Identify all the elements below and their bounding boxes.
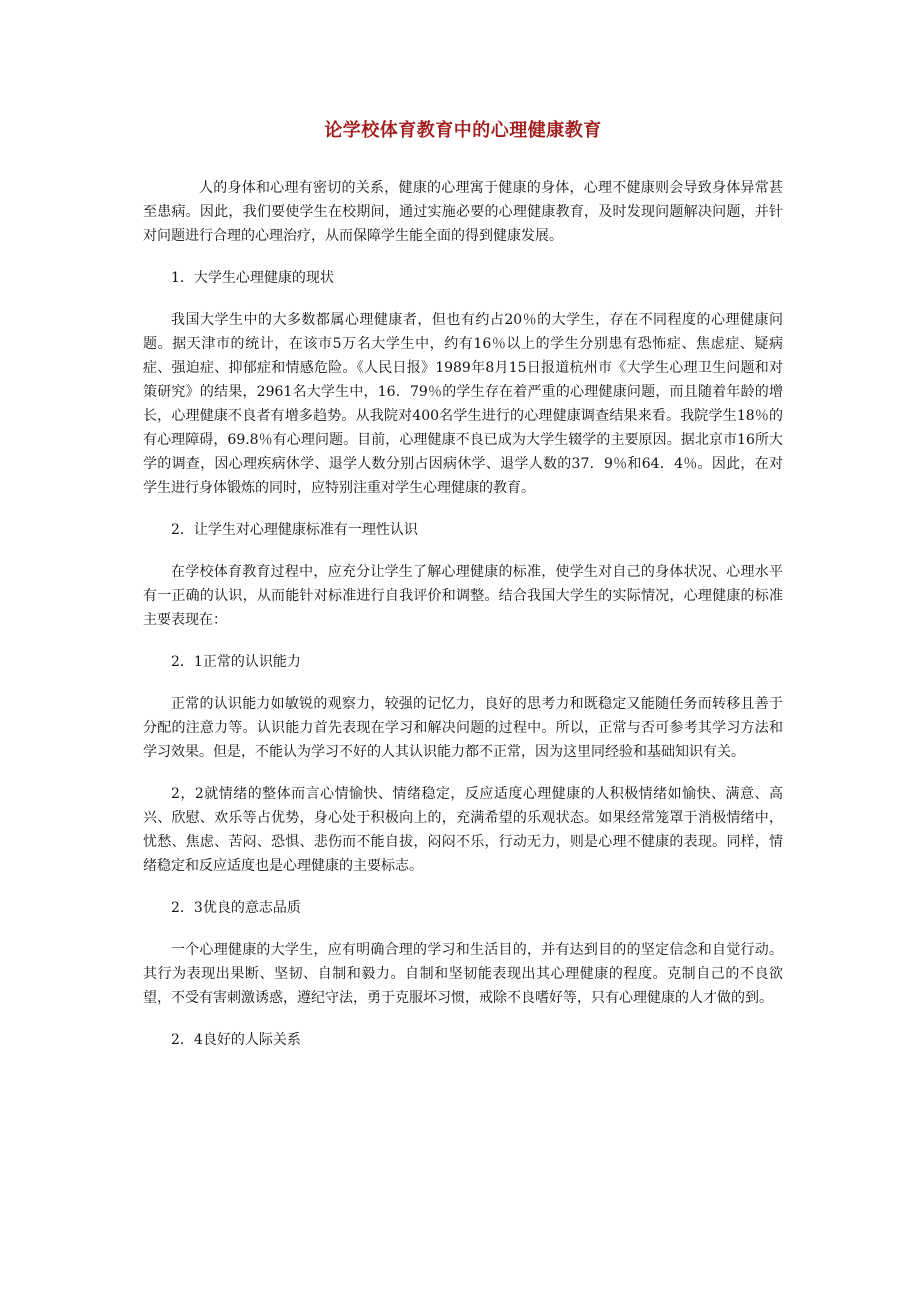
section-2-3-paragraph: 一个心理健康的大学生，应有明确合理的学习和生活目的，并有达到目的的坚定信念和自觉行动。其行为表现出果断、坚韧、自制和毅力。自制和坚韧能表现出其心理健康的程度。克制自己的不良欲望，不受有害刺激诱惑，遵纪守法，勇于克服坏习惯，戒除不良嗜好等，只有心理健康的人才做的到。 — [143, 942, 783, 1006]
section-2-4-heading: 2．4良好的人际关系 — [171, 1032, 301, 1048]
document-title: 论学校体育教育中的心理健康教育 — [324, 120, 602, 141]
section-2-paragraph: 在学校体育教育过程中，应充分让学生了解心理健康的标准，使学生对自己的身体状况、心理水平有一正确的认识，从而能针对标准进行自我评价和调整。结合我国大学生的实际情况，心理健康的标准主要表现在： — [143, 564, 783, 628]
section-2-heading: 2．让学生对心理健康标准有一理性认识 — [171, 522, 418, 538]
section-2-1-paragraph: 正常的认识能力如敏锐的观察力，较强的记忆力，良好的思考力和既稳定又能随任务而转移且善于分配的注意力等。认识能力首先表现在学习和解决问题的过程中。所以，正常与否可参考其学习方法和学习效果。但是，不能认为学习不好的人其认识能力都不正常，因为这里同经验和基础知识有关。 — [143, 696, 783, 760]
section-2-1-heading: 2．1正常的认识能力 — [171, 654, 301, 670]
section-1-paragraph: 我国大学生中的大多数都属心理健康者，但也有约占20％的大学生，存在不同程度的心理健康问题。据天津市的统计，在该市5万名大学生中，约有16％以上的学生分别患有恐怖症、焦虑症、疑病症、强迫症、抑郁症和情感危险。《人民日报》1989年8月15日报道杭州市《大学生心理卫生问题和对策研究》的结果，2961名大学生中，16．79％的学生存在着严重的心理健康问题，而且随着年龄的增长，心理健康不良者有增多趋势。从我院对400名学生进行的心理健康调查结果来看。我院学生18％的有心理障碍，69.8％有心理问题。目前，心理健康不良已成为大学生辍学的主要原因。据北京市16所大学的调查，因心理疾病休学、退学人数分别占因病休学、退学人数的37．9％和64．4％。因此，在对学生进行身体锻炼的同时，应特别注重对学生心理健康的教育。 — [143, 312, 783, 496]
section-2-2-paragraph: 2，2就情绪的整体而言心情愉快、情绪稳定，反应适度心理健康的人积极情绪如愉快、满意、高兴、欣慰、欢乐等占优势，身心处于积极向上的，充满希望的乐观状态。如果经常笼罩于消极情绪中，忧愁、焦虑、苦闷、恐惧、悲伤而不能自拔，闷闷不乐，行动无力，则是心理不健康的表现。同样，情绪稳定和反应适度也是心理健康的主要标志。 — [143, 786, 783, 874]
intro-paragraph: 人的身体和心理有密切的关系，健康的心理寓于健康的身体，心理不健康则会导致身体异常甚至患病。因此，我们要使学生在校期间，通过实施必要的心理健康教育，及时发现问题解决问题，并针对问题进行合理的心理治疗，从而保障学生能全面的得到健康发展。 — [143, 180, 783, 244]
section-2-3-heading: 2．3优良的意志品质 — [171, 900, 301, 916]
document-page — [143, 118, 783, 1070]
section-1-heading: 1．大学生心理健康的现状 — [171, 270, 334, 286]
